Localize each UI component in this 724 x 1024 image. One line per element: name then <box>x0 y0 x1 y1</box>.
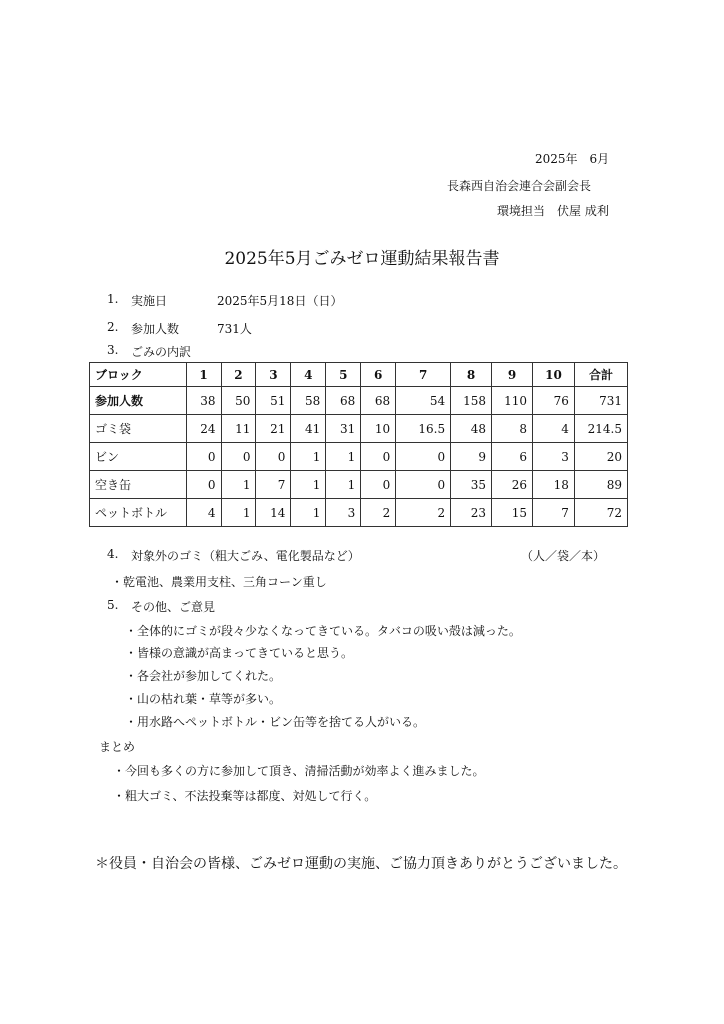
header-cell: 3 <box>256 363 291 387</box>
author: 環境担当 伏屋 成利 <box>497 204 609 218</box>
table-cell: 0 <box>396 443 451 471</box>
table-cell: 14 <box>256 499 291 527</box>
summary-label: まとめ <box>99 740 136 754</box>
table-cell: 41 <box>291 415 326 443</box>
table-cell: 0 <box>256 443 291 471</box>
table-cell: 158 <box>451 387 492 415</box>
table-cell: 18 <box>533 471 575 499</box>
header-cell: 7 <box>396 363 451 387</box>
table-cell: 2 <box>361 499 396 527</box>
table-cell: 10 <box>361 415 396 443</box>
table-cell: 8 <box>492 415 533 443</box>
table-cell: 50 <box>221 387 256 415</box>
table-cell: 9 <box>451 443 492 471</box>
table-cell: 110 <box>492 387 533 415</box>
table-cell: 0 <box>396 471 451 499</box>
section-1-number: 1. <box>107 292 119 306</box>
header-cell: ブロック <box>90 363 187 387</box>
organization: 長森西自治会連合会副会長 <box>447 179 592 193</box>
table-cell: 23 <box>451 499 492 527</box>
table-cell: 72 <box>574 499 627 527</box>
table-cell: 38 <box>186 387 221 415</box>
section-3-number: 3. <box>107 343 119 357</box>
table-cell: 1 <box>291 443 326 471</box>
header-cell: 2 <box>221 363 256 387</box>
header-cell: 4 <box>291 363 326 387</box>
row-label: ビン <box>90 443 187 471</box>
section-4-number: 4. <box>107 547 119 561</box>
table-cell: 7 <box>533 499 575 527</box>
table-cell: 20 <box>574 443 627 471</box>
garbage-table <box>89 362 628 527</box>
section-2-label: 参加人数 <box>131 322 180 336</box>
row-label: ゴミ袋 <box>90 415 187 443</box>
header-cell: 8 <box>451 363 492 387</box>
list-item: ・用水路へペットボトル・ビン缶等を捨てる人がいる。 <box>125 715 426 729</box>
table-cell: 54 <box>396 387 451 415</box>
row-label: 参加人数 <box>90 387 187 415</box>
table-cell: 16.5 <box>396 415 451 443</box>
table-cell: 0 <box>361 443 396 471</box>
table-cell: 0 <box>186 443 221 471</box>
closing-message: ＊役員・自治会の皆様、ごみゼロ運動の実施、ご協力頂きありがとうございました。 <box>95 856 627 872</box>
list-item: ・乾電池、農業用支柱、三角コーン重し <box>111 575 327 589</box>
table-cell: 1 <box>221 471 256 499</box>
list-item: ・皆様の意識が高まってきていると思う。 <box>125 646 354 660</box>
list-item: ・全体的にゴミが段々少なくなってきている。タバコの吸い殻は減った。 <box>125 624 521 638</box>
header-cell: 合計 <box>574 363 627 387</box>
list-item: ・山の枯れ葉・草等が多い。 <box>125 692 282 706</box>
list-item: ・今回も多くの方に参加して頂き、清掃活動が効率よく進みました。 <box>113 764 485 778</box>
table-cell: 0 <box>221 443 256 471</box>
table-cell: 3 <box>326 499 361 527</box>
section-1-label: 実施日 <box>131 294 168 308</box>
header-cell: 5 <box>326 363 361 387</box>
table-cell: 68 <box>326 387 361 415</box>
section-4-label: 対象外のゴミ（粗大ごみ、電化製品など） <box>131 549 360 563</box>
table-cell: 48 <box>451 415 492 443</box>
table-row <box>90 443 628 471</box>
table-cell: 0 <box>361 471 396 499</box>
table-row <box>90 415 628 443</box>
section-2-value: 731人 <box>217 322 252 336</box>
table-cell: 3 <box>533 443 575 471</box>
table-cell: 731 <box>574 387 627 415</box>
header-cell: 1 <box>186 363 221 387</box>
list-item: ・粗大ゴミ、不法投棄等は都度、対処して行く。 <box>113 789 377 803</box>
section-1-value: 2025年5月18日（日） <box>217 294 343 308</box>
table-cell: 1 <box>221 499 256 527</box>
table-cell: 4 <box>533 415 575 443</box>
table-row <box>90 471 628 499</box>
table-cell: 1 <box>326 443 361 471</box>
row-label: 空き缶 <box>90 471 187 499</box>
unit-note: （人／袋／本） <box>521 549 606 563</box>
table-cell: 51 <box>256 387 291 415</box>
table-cell: 68 <box>361 387 396 415</box>
document-title: 2025年5月ごみゼロ運動結果報告書 <box>224 249 500 269</box>
table-cell: 76 <box>533 387 575 415</box>
table-cell: 214.5 <box>574 415 627 443</box>
header-cell: 6 <box>361 363 396 387</box>
header-cell: 9 <box>492 363 533 387</box>
header-cell: 10 <box>533 363 575 387</box>
table-cell: 24 <box>186 415 221 443</box>
table-row <box>90 387 628 415</box>
report-date: 2025年 6月 <box>535 152 610 166</box>
table-cell: 11 <box>221 415 256 443</box>
table-cell: 0 <box>186 471 221 499</box>
table-cell: 1 <box>326 471 361 499</box>
table-cell: 31 <box>326 415 361 443</box>
table-cell: 21 <box>256 415 291 443</box>
section-2-number: 2. <box>107 320 119 334</box>
table-cell: 4 <box>186 499 221 527</box>
list-item: ・各会社が参加してくれた。 <box>125 669 282 683</box>
table-cell: 26 <box>492 471 533 499</box>
section-5-number: 5. <box>107 598 119 612</box>
table-row <box>90 499 628 527</box>
section-5-label: その他、ご意見 <box>131 600 216 614</box>
row-label: ペットボトル <box>90 499 187 527</box>
table-cell: 6 <box>492 443 533 471</box>
table-cell: 7 <box>256 471 291 499</box>
table-cell: 89 <box>574 471 627 499</box>
section-3-label: ごみの内訳 <box>131 345 192 359</box>
table-cell: 1 <box>291 499 326 527</box>
table-cell: 58 <box>291 387 326 415</box>
table-cell: 15 <box>492 499 533 527</box>
table-cell: 1 <box>291 471 326 499</box>
table-header-row <box>90 363 628 387</box>
table-cell: 35 <box>451 471 492 499</box>
table-cell: 2 <box>396 499 451 527</box>
